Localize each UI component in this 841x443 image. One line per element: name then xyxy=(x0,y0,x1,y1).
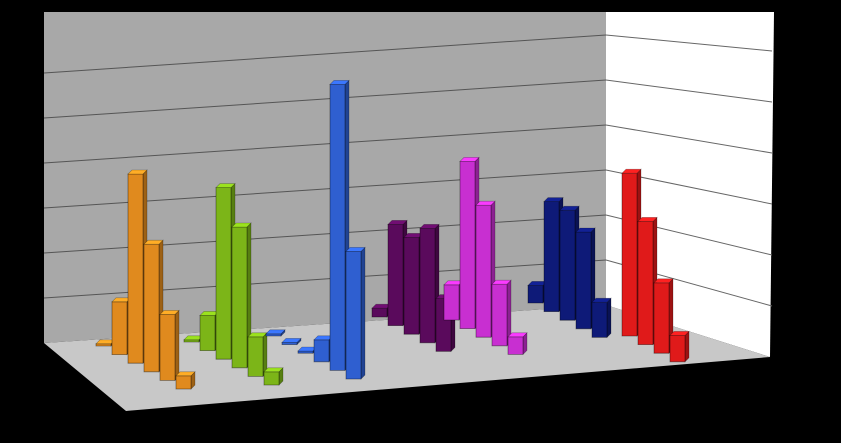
bar xyxy=(248,333,267,377)
bar xyxy=(670,331,689,361)
bar-front xyxy=(420,228,435,342)
bar-front xyxy=(576,232,591,329)
bar-front xyxy=(314,340,329,362)
bar-front xyxy=(404,237,419,334)
bar xyxy=(492,280,511,346)
bar-front xyxy=(232,227,247,368)
bar-front xyxy=(388,224,403,325)
bar-front xyxy=(298,351,313,353)
bar-front xyxy=(670,335,685,361)
bar-front xyxy=(330,84,345,370)
bar xyxy=(264,368,283,385)
bar-front xyxy=(622,173,637,336)
bar xyxy=(508,333,527,355)
bar-front xyxy=(460,161,475,328)
bar-front xyxy=(176,376,191,389)
bar-front xyxy=(476,205,491,337)
bar-side xyxy=(607,298,611,337)
bar-side xyxy=(361,247,365,379)
bar-front xyxy=(654,283,669,353)
bar-front xyxy=(560,210,575,320)
bar-front xyxy=(346,251,361,379)
bar-front xyxy=(184,340,199,342)
bar xyxy=(346,247,365,379)
bar-front xyxy=(638,221,653,344)
bar xyxy=(176,372,195,389)
bar-front xyxy=(160,314,175,380)
bar xyxy=(592,298,611,337)
bar-front xyxy=(96,344,111,346)
bar-front xyxy=(372,308,387,317)
bar-front xyxy=(508,337,523,355)
bar xyxy=(282,338,301,344)
bar-front xyxy=(216,188,231,360)
bar-front xyxy=(592,302,607,337)
bar-front xyxy=(112,302,127,355)
bar-side xyxy=(175,310,179,380)
bar-side xyxy=(685,331,689,361)
bar-front xyxy=(544,202,559,312)
bar-front xyxy=(528,285,543,303)
bar-front xyxy=(266,334,281,336)
bar-front xyxy=(128,174,143,363)
bar-front xyxy=(492,284,507,346)
bar xyxy=(160,310,179,380)
bar-front xyxy=(282,342,297,344)
bar-front xyxy=(444,285,459,320)
bar-front xyxy=(248,337,263,377)
bar-front xyxy=(144,244,159,372)
bar-front xyxy=(264,372,279,385)
bar xyxy=(266,330,285,336)
bar-front xyxy=(200,315,215,350)
